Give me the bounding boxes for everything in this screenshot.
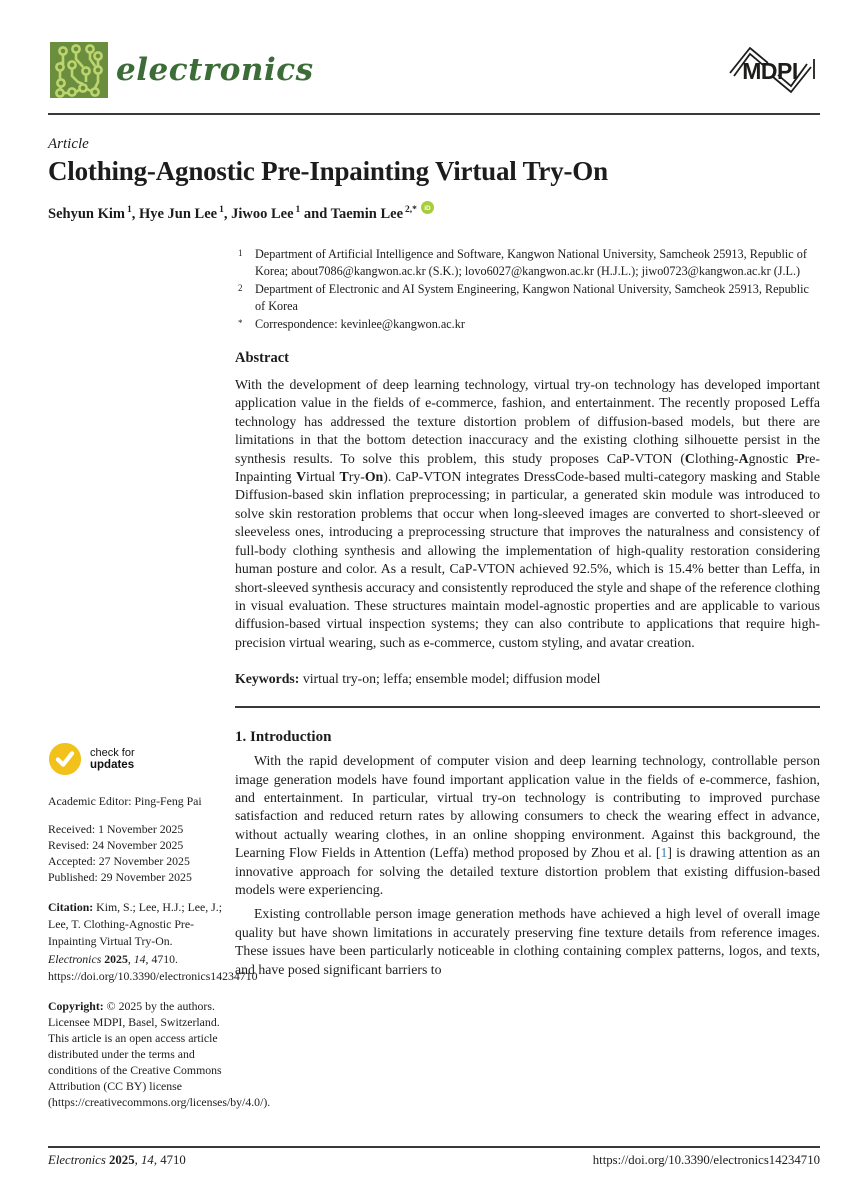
footer-divider	[48, 1146, 820, 1148]
affiliation-item	[235, 281, 820, 316]
affiliation-label: *	[238, 317, 243, 328]
sidebar-meta-column	[48, 742, 271, 1110]
author-name: Sehyun Kim	[48, 206, 125, 222]
author-affiliation-sup: 1	[126, 205, 132, 216]
affiliations	[235, 246, 820, 333]
author-line: Sehyun Kim $^1$, Hye Jun Lee $^1$, Jiwoo Lee $^1$ and Taemin Lee $^{2,*}$ iD	[48, 201, 434, 223]
revised-date: Revised: 24 November 2025	[48, 838, 184, 852]
article-type-label: Article	[48, 136, 89, 152]
keywords-line	[235, 671, 820, 687]
electronics-journal-logo	[50, 42, 108, 98]
checkmark-circle-icon	[48, 742, 82, 776]
affiliation-item	[235, 246, 820, 281]
orcid-icon[interactable]	[421, 201, 434, 214]
affiliation-text: Department of Artificial Intelligence and Software, Kangwon National University, Samcheok 25913, Republic of Korea; about7086@kangwon.ac.kr (S.K.); lovo6027@kangwon.ac.kr (H.J.L.); jiwo0723@kangwon.ac.kr (J.L.)	[255, 247, 807, 279]
history-dates	[48, 821, 225, 885]
affiliation-text: Department of Electronic and AI System Engineering, Kangwon National University, Samcheok 25913, Republic of Korea	[255, 281, 809, 314]
accepted-date: Accepted: 27 November 2025	[48, 854, 190, 868]
keywords-text: virtual try-on; leffa; ensemble model; diffusion model	[302, 671, 601, 687]
affiliation-text: Correspondence: kevinlee@kangwon.ac.kr	[255, 316, 465, 331]
svg-text:MDPI: MDPI	[742, 58, 798, 84]
paper-title: Clothing-Agnostic Pre-Inpainting Virtual Try-On	[48, 156, 608, 186]
intro-paragraph-2: Existing controllable person image generation methods have achieved a high level of overall image quality but have shown limitations in accurately preserving fine texture details from reference images. These issues have been particularly noticeable in clothing containing complex patterns, logos, and texts, and have posed significant barriers to	[235, 906, 820, 977]
header-divider	[48, 113, 820, 115]
mdpi-hexagon-icon	[725, 42, 817, 98]
author-name: Jiwoo Lee	[231, 206, 294, 222]
check-for-updates-label: check for updates	[90, 746, 135, 771]
affiliation-label: 1	[238, 248, 243, 258]
reference-link-1[interactable]: 1	[660, 845, 668, 861]
intro-paragraph-1: With the rapid development of computer vision and deep learning technology, controllable person image generation models have found important application value in the fields of e-commerce, fashion, and entertainment. In particular, virtual try-on technology is contributing to improved purchase satisfaction and reduced return rates by allowing consumers to check the wearing effect in advance, without actually wearing clothes, in an online shopping environment. Against this background, the Learning Flow Fields in Attention (Leffa) method proposed by Zhou et al. [1] is drawing attention as an innovative approach for solving the detailed texture distortion problem that existing diffusion-based models were experiencing.	[235, 753, 821, 897]
keywords-label: Keywords:	[235, 671, 303, 687]
author-affiliation-sup: 2,*	[405, 205, 417, 216]
svg-text:iD: iD	[424, 204, 431, 212]
footer-doi-link[interactable]: https://doi.org/10.3390/electronics14234710	[592, 1153, 820, 1167]
circuit-pattern-icon	[50, 42, 108, 98]
author-affiliation-sup: 1	[295, 205, 301, 216]
footer-journal-citation: Electronics 2025, 14, 4710	[48, 1153, 186, 1167]
author-name: Taemin Lee	[330, 206, 404, 222]
check-for-updates-badge[interactable]	[48, 742, 225, 776]
citation-block: Citation: Kim, S.; Lee, H.J.; Lee, J.; Lee, T. Clothing-Agnostic Pre-Inpainting Virtual Try-On. Electronics 2025, 14, 4710. https://doi.org/10.3390/electronics14234710	[48, 900, 258, 983]
section-divider	[235, 706, 820, 708]
copyright-block: Copyright: © 2025 by the authors. Licensee MDPI, Basel, Switzerland. This article is an open access article distributed under the terms and conditions of the Creative Commons Attribution (CC BY) license (https://creativecommons.org/licenses/by/4.0/).	[48, 999, 271, 1110]
affiliation-label: 2	[238, 282, 243, 293]
abstract-text: With the development of deep learning technology, virtual try-on technology has developed important application value in the fields of e-commerce, fashion, and entertainment. The recently proposed Leffa technology has addressed the texture distortion problem of diffusion-based models, but there are limitations in that the bottom detection inaccuracy and the existing clothing silhouette persist in the synthesis results. To solve this problem, this study proposes CaP-VTON (Clothing-Agnostic Pre-Inpainting Virtual Try-On). CaP-VTON integrates DressCode-based multi-category masking and Stable Diffusion-based skin inflation preprocessing; in particular, a generated skin module was introduced to solve skin restoration problems that occur when long-sleeved images are converted to short-sleeved or sleeveless ones, introducing a preprocessing structure that improves the naturalness and consistency of full-body clothing synthesis and allowing the implementation of high-quality restoration considering human posture and color. As a result, CaP-VTON achieved 92.5%, which is 15.4% better than Leffa, in short-sleeved synthesis accuracy and consistently reproduced the style and shape of the reference clothing in visual evaluation. These structures maintain model-agnostic properties and are applicable to various diffusion-based virtual inspection systems; they can also contribute to applications that require high-precision virtual wearing, such as e-commerce, custom styling, and avatar creation.	[235, 377, 820, 650]
author-affiliation-sup: 1	[219, 205, 224, 216]
affiliation-item	[235, 316, 820, 333]
main-column	[235, 246, 820, 979]
journal-name: electronics	[116, 52, 314, 88]
academic-editor-line: Academic Editor: Ping-Feng Pai	[48, 794, 202, 808]
received-date: Received: 1 November 2025	[48, 822, 184, 836]
section-heading-introduction: 1. Introduction	[235, 729, 332, 746]
mdpi-logo	[725, 42, 817, 98]
abstract-heading: Abstract	[235, 350, 289, 367]
published-date: Published: 29 November 2025	[48, 870, 192, 884]
author-name: Hye Jun Lee	[138, 206, 218, 222]
